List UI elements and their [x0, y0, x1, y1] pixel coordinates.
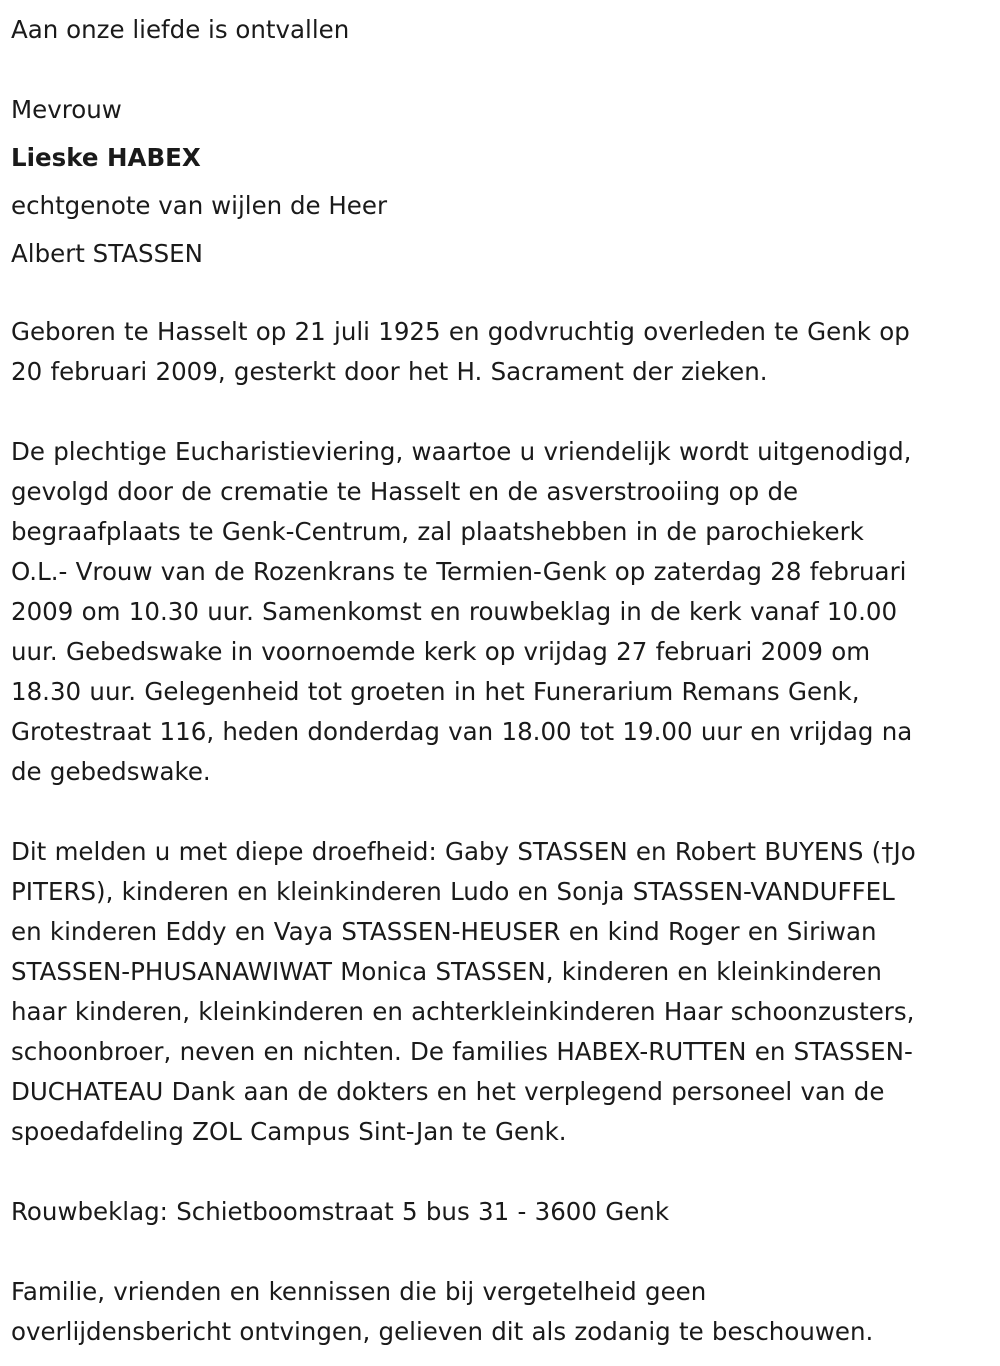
deceased-name: Lieske HABEX — [11, 143, 201, 172]
deceased-relation: echtgenote van wijlen de Heer — [11, 191, 388, 220]
spacer — [11, 54, 990, 86]
spacer — [11, 792, 990, 832]
spouse-name: Albert STASSEN — [11, 239, 203, 268]
birth-death-paragraph: Geboren te Hasselt op 21 juli 1925 en godvruchtig overleden te Genk op 20 februari 2009, gesterkt door het H. Sacrament der zieken. — [11, 317, 910, 386]
spacer — [11, 392, 990, 432]
closing-paragraph: Familie, vrienden en kennissen die bij vergetelheid geen overlijdensbericht ontvingen, gelieven dit als zodanig te beschouwen. — [11, 1277, 874, 1346]
spacer — [11, 1152, 990, 1192]
deceased-title: Mevrouw — [11, 95, 122, 124]
condolence-address: Rouwbeklag: Schietboomstraat 5 bus 31 - 3600 Genk — [11, 1197, 670, 1226]
spacer — [11, 1232, 990, 1272]
spacer — [11, 278, 990, 312]
family-paragraph: Dit melden u met diepe droefheid: Gaby STASSEN en Robert BUYENS (†Jo PITERS), kinderen en kleinkinderen Ludo en Sonja STASSEN-VANDUFFEL en kinderen Eddy en Vaya STASSEN-HEUSER en kind Roger en Siriwan STASSEN-PHUSANAWIWAT Monica STASSEN, kinderen en kleinkinderen haar kinderen, kleinkinderen en achterkleinkinderen Haar schoonzusters, schoonbroer, neven en nichten. De families HABEX-RUTTEN en STASSEN- DUCHATEAU Dank aan de dokters en het verplegend personeel van de spoedafdeling ZOL Campus Sint-Jan te Genk. — [11, 837, 916, 1146]
intro-text: Aan onze liefde is ontvallen — [11, 15, 350, 44]
ceremony-paragraph: De plechtige Eucharistieviering, waartoe u vriendelijk wordt uitgenodigd, gevolgd door de crematie te Hasselt en de asverstrooiing op de begraafplaats te Genk-Centrum, zal plaatshebben in de parochiekerk O.L.- Vrouw van de Rozenkrans te Termien-Genk op zaterdag 28 februari 2009 om 10.30 uur. Samenkomst en rouwbeklag in de kerk vanaf 10.00 uur. Gebedswake in voornoemde kerk op vrijdag 27 februari 2009 om 18.30 uur. Gelegenheid tot groeten in het Funerarium Remans Genk, Grotestraat 116, heden donderdag van 18.00 tot 19.00 uur en vrijdag na de gebedswake. — [11, 437, 913, 786]
